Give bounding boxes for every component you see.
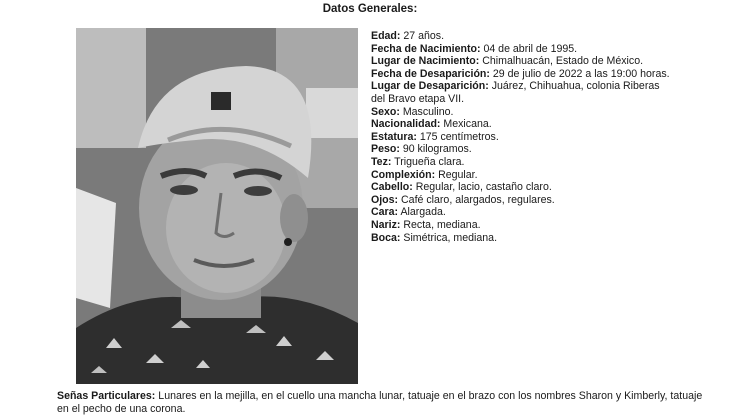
photo-illustration <box>76 28 358 384</box>
field-disappearance-place: Lugar de Desaparición: Juárez, Chihuahua, colonia Riberas del Bravo etapa VII. <box>371 80 660 105</box>
field-face: Cara: Alargada. <box>371 206 446 219</box>
field-complexion-tone: Tez: Trigueña clara. <box>371 155 465 168</box>
field-birth-date: Fecha de Nacimiento: 04 de abril de 1995. <box>371 42 578 55</box>
field-build: Complexión: Regular. <box>371 168 478 181</box>
field-age: Edad: 27 años. <box>371 30 445 42</box>
section-title: Datos Generales: <box>322 3 418 15</box>
field-nose: Nariz: Recta, mediana. <box>371 218 481 231</box>
field-mouth: Boca: Simétrica, mediana. <box>371 231 498 244</box>
field-disappearance-date: Fecha de Desaparición: 29 de julio de 2022 a las 19:00 horas. <box>371 67 670 80</box>
field-sex: Sexo: Masculino. <box>371 105 454 118</box>
distinguishing-marks-label: Señas Particulares: <box>57 390 156 402</box>
distinguishing-marks-value: Lunares en la mejilla, en el cuello una mancha lunar, tatuaje en el brazo con los nombres Sharon y Kimberly, tatuaje en el pecho de una corona. <box>57 390 703 415</box>
field-weight: Peso: 90 kilogramos. <box>371 143 472 156</box>
field-nationality: Nacionalidad: Mexicana. <box>371 118 492 131</box>
details-list <box>371 30 671 244</box>
person-photo <box>76 28 358 384</box>
field-height: Estatura: 175 centímetros. <box>371 130 499 143</box>
field-hair: Cabello: Regular, lacio, castaño claro. <box>371 181 552 194</box>
field-birth-place: Lugar de Nacimiento: Chimalhuacán, Estado de México. <box>371 55 644 68</box>
field-eyes: Ojos: Café claro, alargados, regulares. <box>371 193 555 206</box>
distinguishing-marks <box>57 390 707 415</box>
